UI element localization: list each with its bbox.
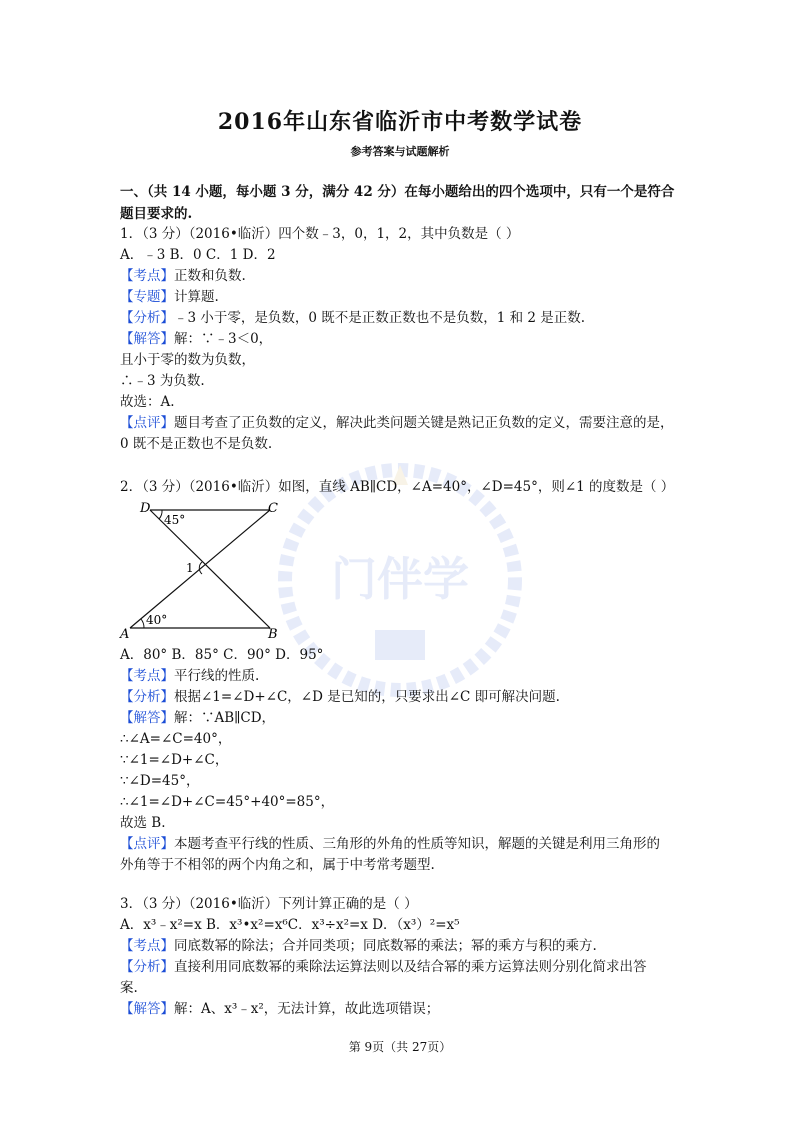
q2-step2: ∵∠1=∠D+∠C， (120, 752, 229, 768)
tag-kaodian: 【考点】 (120, 668, 174, 684)
q1-zhuanti-row (120, 287, 700, 307)
page-footer: 第 9页（共 27页） (348, 1040, 452, 1054)
q3-fenxi-row (120, 957, 700, 977)
q2-fenxi-row (120, 687, 700, 707)
q1-jieda: 解：∵﹣3＜0， (174, 331, 273, 347)
q2-dianping2: 外角等于不相邻的两个内角之和，属于中考常考题型. (120, 857, 435, 873)
q2-jieda-row (120, 708, 700, 728)
q1-step1: 且小于零的数为负数， (120, 352, 255, 368)
label-b: B (268, 627, 278, 640)
tag-kaodian: 【考点】 (120, 938, 174, 954)
q2-choice: 故选 B. (120, 815, 166, 831)
q1-kaodian: 正数和负数. (174, 268, 246, 284)
q1-fenxi-row (120, 308, 700, 328)
q1-jieda-row (120, 329, 700, 349)
q2-dianping1: 本题考查平行线的性质、三角形的外角的性质等知识，解题的关键是利用三角形的 (174, 836, 660, 852)
q1-choice: 故选：A. (120, 394, 175, 410)
watermark-text: 门伴学 (331, 552, 469, 606)
q1-dianping1: 题目考查了正负数的定义，解决此类问题关键是熟记正负数的定义，需要注意的是， (174, 415, 674, 431)
q3-jieda-row (120, 999, 700, 1019)
q1-options: A．﹣3 B．0 C．1 D．2 (120, 247, 276, 263)
tag-kaodian: 【考点】 (120, 268, 174, 284)
q2-jieda: 解：∵AB∥CD， (174, 710, 276, 726)
label-d: D (140, 501, 151, 516)
q3-jieda: 解：A、x³﹣x²，无法计算，故此选项错误； (174, 1001, 440, 1017)
line-ca (130, 510, 270, 628)
q2-geometry-figure (118, 500, 288, 640)
q3-options: A．x³﹣x²=x B．x³•x²=x⁶C．x³÷x²=x D．（x³）²=x⁵ (120, 917, 460, 933)
tag-fenxi: 【分析】 (120, 310, 174, 326)
label-c: C (268, 501, 278, 516)
q2-kaodian: 平行线的性质. (174, 668, 260, 684)
q2-options: A．80° B．85° C．90° D．95° (120, 647, 324, 663)
q1-step2: ∴﹣3 为负数. (120, 373, 205, 389)
q1-dianping-row (120, 413, 700, 433)
angle-arc-a (141, 619, 144, 628)
tag-jieda: 【解答】 (120, 710, 174, 726)
line-db (150, 510, 270, 628)
label-angle-d: 45° (164, 513, 186, 527)
q3-stem: 3．（3 分）（2016•临沂）下列计算正确的是（ ） (120, 896, 418, 912)
q1-stem: 1．（3 分）（2016•临沂）四个数﹣3，0，1，2，其中负数是（ ） (120, 226, 520, 242)
q3-kaodian: 同底数幂的除法；合并同类项；同底数幂的乘法；幂的乘方与积的乘方. (174, 938, 597, 954)
tag-dianping: 【点评】 (120, 836, 174, 852)
tag-fenxi: 【分析】 (120, 689, 174, 705)
tag-jieda: 【解答】 (120, 1001, 174, 1017)
tag-fenxi: 【分析】 (120, 959, 174, 975)
tag-jieda: 【解答】 (120, 331, 174, 347)
angle-arc-d (159, 510, 162, 519)
section-header-line1: 一、（共 14 小题，每小题 3 分，满分 42 分）在每小题给出的四个选项中，只有一个是符合 (120, 184, 675, 200)
document-title: 2016年山东省临沂市中考数学试卷 (217, 109, 583, 135)
q1-kaodian-row (120, 266, 700, 286)
tag-zhuanti: 【专题】 (120, 289, 174, 305)
label-a: A (120, 627, 130, 640)
q2-step3: ∵∠D=45°， (120, 773, 200, 789)
q3-kaodian-row (120, 936, 700, 956)
q2-dianping-row (120, 834, 700, 854)
q2-step1: ∴∠A=∠C=40°， (120, 731, 232, 747)
label-angle-1: 1 (186, 561, 194, 575)
q2-fenxi: 根据∠1=∠D+∠C，∠D 是已知的，只要求出∠C 即可解决问题. (174, 689, 560, 705)
q2-stem: 2．（3 分）（2016•临沂）如图，直线 AB∥CD，∠A=40°，∠D=45°，则∠1 的度数是（ ） (120, 479, 675, 495)
q3-fenxi1: 直接利用同底数幂的乘除法运算法则以及结合幂的乘方运算法则分别化简求出答 (174, 959, 647, 975)
q1-zhuanti: 计算题. (174, 289, 219, 305)
document-subtitle: 参考答案与试题解析 (350, 145, 450, 158)
label-angle-a: 40° (146, 613, 168, 627)
q2-kaodian-row (120, 666, 700, 686)
q1-dianping2: 0 既不是正数也不是负数. (120, 436, 273, 452)
q1-fenxi: ﹣3 小于零，是负数，0 既不是正数正数也不是负数，1 和 2 是正数. (174, 310, 586, 326)
q3-fenxi2: 案. (120, 980, 138, 996)
section-header-line2: 题目要求的. (120, 206, 193, 222)
tag-dianping: 【点评】 (120, 415, 174, 431)
q2-step4: ∴∠1=∠D+∠C=45°+40°=85°， (120, 794, 335, 810)
